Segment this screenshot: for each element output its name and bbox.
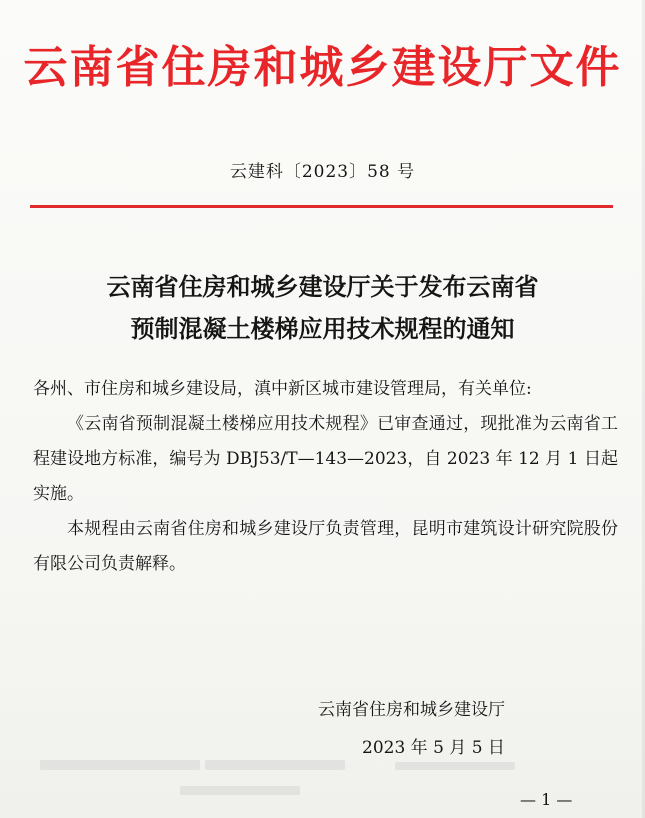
document-number: 云建科〔2023〕58 号 — [229, 162, 416, 182]
scan-bleed-through — [40, 760, 200, 770]
scan-bleed-through — [205, 760, 345, 770]
notice-body — [33, 372, 618, 582]
issuer-signature: 云南省住房和城乡建设厅 — [318, 700, 505, 720]
page-number: — 1 — — [520, 790, 573, 809]
red-divider-line — [30, 205, 613, 208]
management-paragraph: 本规程由云南省住房和城乡建设厅负责管理，昆明市建筑设计研究院股份有限公司负责解释。 — [33, 519, 618, 574]
approval-paragraph: 《云南省预制混凝土楼梯应用技术规程》已审查通过，现批准为云南省工程建设地方标准，编号为 DBJ53/T—143—2023，自 2023 年 12 月 1 日起实施。 — [33, 414, 618, 504]
notice-title-line-2: 预制混凝土楼梯应用技术规程的通知 — [130, 315, 515, 343]
notice-title-line-1: 云南省住房和城乡建设厅关于发布云南省 — [106, 273, 539, 301]
scan-bleed-through — [395, 762, 515, 770]
notice-title — [0, 266, 645, 350]
addressee-paragraph: 各州、市住房和城乡建设局，滇中新区城市建设管理局，有关单位: — [33, 379, 532, 399]
issue-date: 2023 年 5 月 5 日 — [362, 738, 505, 758]
document-header-title: 云南省住房和城乡建设厅文件 — [23, 42, 622, 93]
scan-bleed-through — [180, 786, 300, 795]
